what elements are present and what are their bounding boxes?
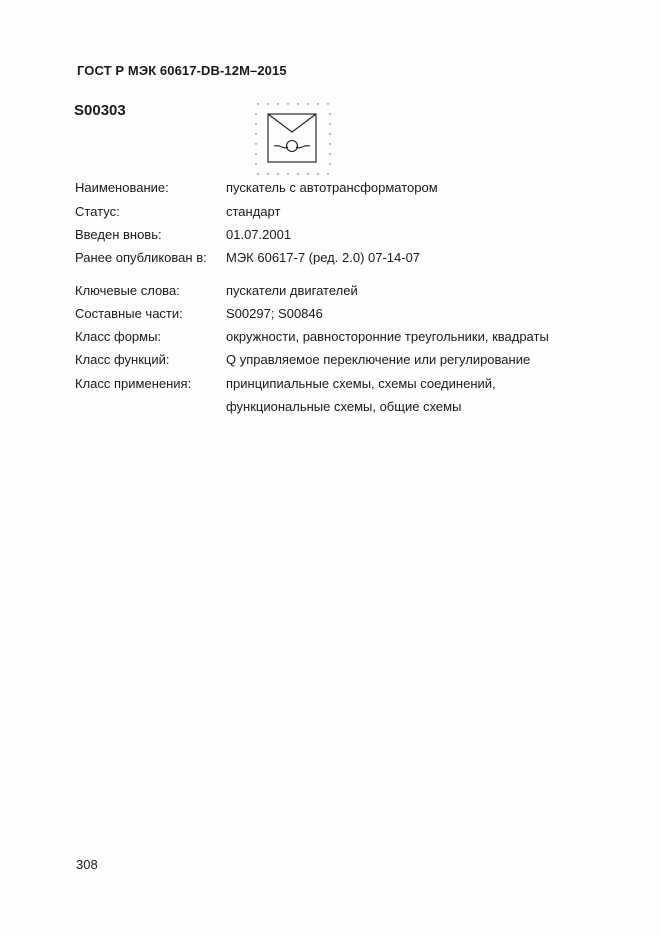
field-label: Статус:: [75, 204, 120, 219]
field-label: Ключевые слова:: [75, 283, 180, 298]
field-value: S00297; S00846: [226, 306, 323, 321]
field-value: стандарт: [226, 204, 281, 219]
field-label: Наименование:: [75, 180, 169, 195]
field-value: 01.07.2001: [226, 227, 292, 242]
field-label: Класс формы:: [75, 329, 162, 344]
field-label: Введен вновь:: [75, 227, 162, 242]
field-label: Ранее опубликован в:: [75, 250, 207, 265]
field-label: Составные части:: [75, 306, 183, 321]
field-value: принципиальные схемы, схемы соединений,: [226, 376, 496, 391]
field-label: Класс функций:: [75, 352, 170, 367]
field-value: МЭК 60617-7 (ред. 2.0) 07-14-07: [226, 250, 421, 265]
starter-symbol-icon: [252, 100, 332, 176]
field-value: функциональные схемы, общие схемы: [226, 399, 462, 414]
field-value: Q управляемое переключение или регулирование: [226, 352, 531, 367]
field-label: Класс применения:: [75, 376, 192, 391]
page-number: 308: [76, 857, 98, 872]
field-value: пускатели двигателей: [226, 283, 358, 298]
field-value: окружности, равносторонние треугольники, квадраты: [226, 329, 549, 344]
document-header: ГОСТ Р МЭК 60617-DB-12M–2015: [77, 63, 287, 78]
symbol-code: S00303: [74, 102, 126, 119]
field-value: пускатель с автотрансформатором: [226, 180, 438, 195]
